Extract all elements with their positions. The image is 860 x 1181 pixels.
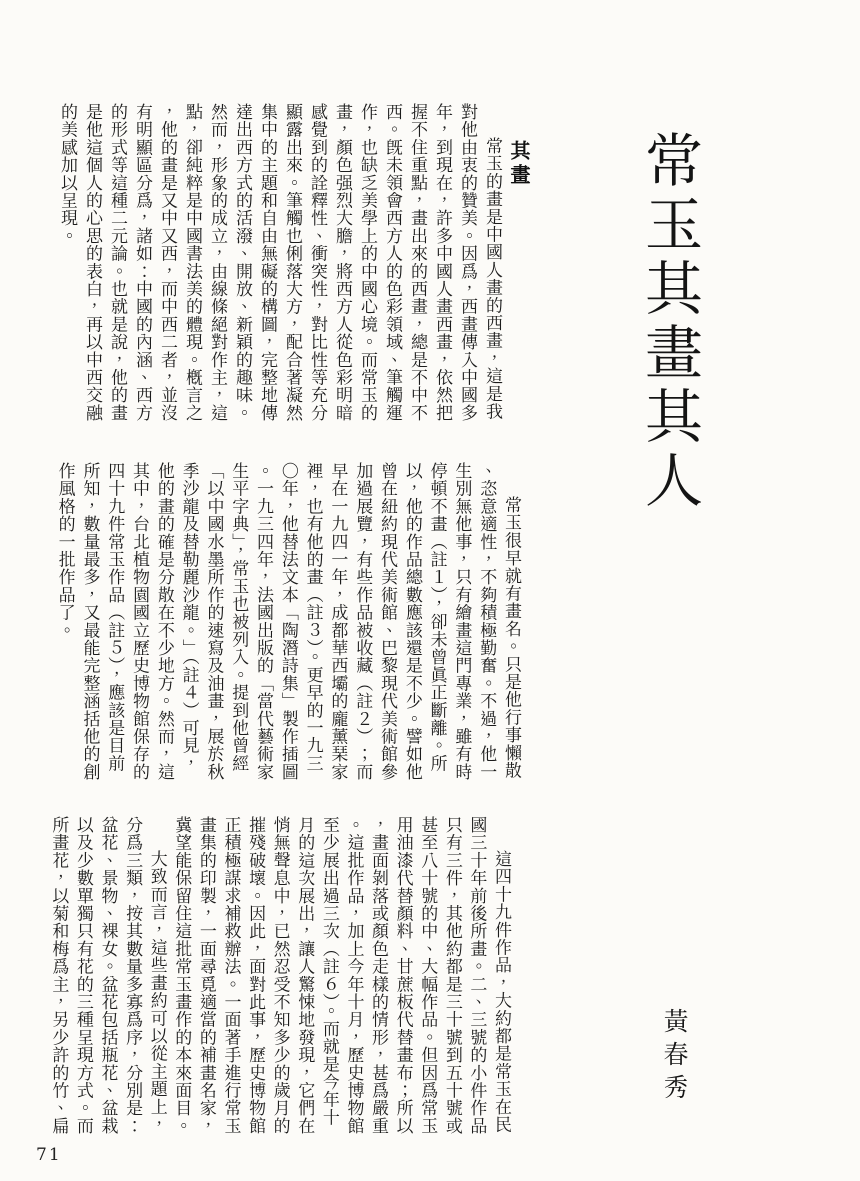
paragraph: 常玉的畫是中國人畫的西畫，這是我對他由衷的贊美。因爲，西畫傳入中國多年，到現在，許多中國人畫西畫，依然把握不住重點，畫出來的西畫，總是不中不西。旣未領會西方人的色彩領域、筆觸運作，也缺乏美學上的中國心境。而常玉的畫，顏色强烈大膽，將西方人從色彩明暗感覺到的詮釋性、衝突性，對比性等充分顯露出來。筆觸也俐落大方，配合著凝然集中的主題和自由無礙的構圖，完整地傳達出西方式的活潑、開放、新穎的趣味。然而，形象的成立，由線條絕對作主，這點，卻純粹是中國書法美的體現。槪言之，他的畫是又中又西，而中西二者，並沒有明顯區分爲，諸如：中國的內涵、西方的形式等這種二元論。也就是說，他的畫是他這個人的心思的表白，再以中西交融的美感加以呈現。 bbox=[58, 103, 502, 422]
paragraph: 常玉很早就有畫名。只是他行事懶散、恣意適性，不夠積極勤奮。不過，他一生別無他事，只有繪畫這門專業，雖有時停頓不畫（註１），卻未曾眞正斷離。所以，他的作品總數應該還是不少。譬如他曾在紐約現代美術館、巴黎現代美術館參加過展覽，有些作品被收藏（註２）；而早在一九四一年，成都華西壩的龐薰琹家裡，也有他的畫（註３）。更早的一九三〇年，他替法文本「陶潛詩集」製作插圖。一九三四年，法國出版的「當代藝術家生平字典」，常玉也被列入。提到他曾經「以中國水墨所作的速寫及油畫，展於秋季沙龍及替勒麗沙龍。」（註４）可見，他的畫的確是分散在不少地方。然而，這其中，台北植物園國立歷史博物館保存的四十九件常玉作品（註５），應該是目前所知，數量最多，又最能完整涵括他的創作風格的一批作品了。 bbox=[55, 462, 521, 781]
paragraph: 這四十九件作品，大約都是常玉在民國三十年前後所畫。二、三號的小件作品只有三件，其他約都是三十號到五十號或甚至八十號的中、大幅作品。但因爲常玉用油漆代替顏料、甘蔗板代替畫布；所以，畫面剝落或顏色走樣的情形，甚爲嚴重。這批作品，加上今年十月，歷史博物館至少展出過三次（註６）。而就是今年十月的這次展出，讓人驚悚地發現，它們在悄無聲息中，已然忍受不知多少的歲月的摧殘破壞。因此，面對此事，歷史博物館正積極謀求補救辦法。一面著手進行常玉畫集的印製，一面尋覓適當的補畫名家，冀望能保留住這批常玉畫作的本來面目。 bbox=[172, 816, 511, 1135]
author-name: 黃春秀 bbox=[660, 1008, 687, 1107]
page-number: 71 bbox=[36, 1145, 62, 1165]
paragraph: 大致而言，這些畫約可以從主題上，分爲三類，按其數量多寡爲序，分別是：盆花、景物、裸女。盆花包括瓶花、盆栽以及少數單獨只有花的三種呈現方式。而所畫花，以菊和梅爲主，另少許的竹、扁 bbox=[49, 816, 167, 1135]
text-band-middle bbox=[52, 462, 523, 788]
section-heading: 其畫 bbox=[507, 140, 529, 188]
text-band-bottom bbox=[46, 816, 513, 1142]
article-title: 常玉其畫其人 bbox=[636, 130, 701, 514]
text-band-top bbox=[55, 103, 531, 429]
